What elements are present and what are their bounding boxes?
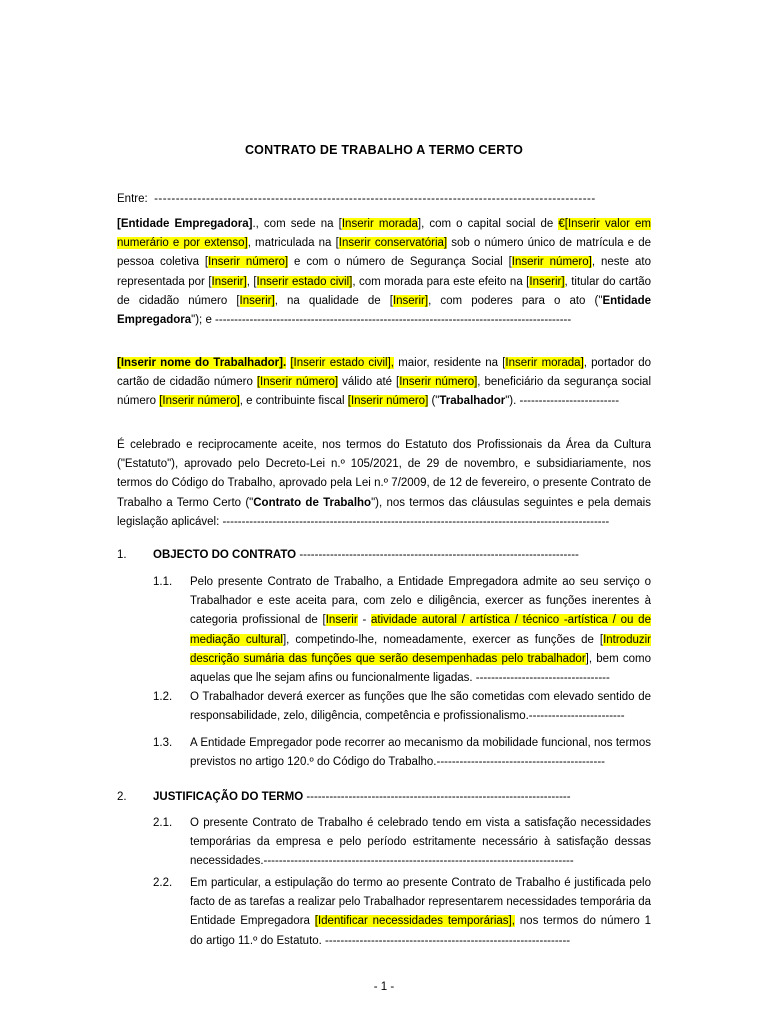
employer-text: , neste ato representada por [	[117, 256, 651, 288]
employer-paragraph	[117, 215, 651, 330]
employer-text: , titular do cartão de cidadão número [	[117, 275, 651, 307]
employer-text: , [	[246, 275, 257, 288]
intro-text: "), nos termos das cláusulas seguintes e pela demais legislação aplicável: -----------------------------------------------------------------------------------------------------	[117, 496, 651, 528]
worker-text: , portador do cartão de cidadão número	[117, 357, 651, 389]
defined-term-trabalhador: Trabalhador	[439, 395, 506, 408]
clause-1-2-number: 1.2.	[153, 691, 173, 703]
placeholder-estado-civil-trabalhador[interactable]: [Inserir estado civil],	[290, 357, 394, 369]
worker-text: maior, residente na [	[394, 357, 506, 369]
defined-term-entidade: Entidade Empregadora	[117, 294, 651, 327]
clause-1-1-number: 1.1.	[153, 576, 173, 588]
placeholder-nif[interactable]: [Inserir número]	[347, 395, 429, 408]
section-2-heading	[153, 788, 651, 807]
placeholder-morada-representante[interactable]: Inserir]	[529, 275, 565, 288]
clause-1-2: O Trabalhador deverá exercer as funções que lhe são cometidas com elevado sentido de responsabilidade, zelo, diligência, competência e profissionalismo.-------------------------	[190, 691, 651, 723]
placeholder-morada[interactable]: Inserir morada	[341, 218, 418, 230]
placeholder-qualidade[interactable]: Inserir]	[392, 294, 429, 307]
placeholder-funcoes[interactable]: Introduzir descrição sumária das funções que serão desempenhadas pelo trabalhador	[190, 633, 651, 665]
worker-text: , e contribuinte fiscal	[239, 395, 348, 408]
placeholder-atividade[interactable]: atividade autoral / artística / técnico -artística / ou de mediação cultural	[190, 614, 651, 646]
employer-text: , matriculada na [	[247, 237, 339, 250]
intro-text: É celebrado e reciprocamente aceite, nos termos do Estatuto dos Profissionais da Área da Cultura ("Estatuto"), aprovado pelo Decreto-Lei n.º 105/2021, de 29 de novembro, e subsidiariamente, nos termos do Código do Trabalho, aprovado pela Lei n.º 7/2009, de 12 de fevereiro, o presente Contrato de Trabalho a Termo Certo ("	[117, 439, 651, 509]
section-2-dashes: ---------------------------------------------------------------------	[303, 791, 571, 803]
section-2-title: JUSTIFICAÇÃO DO TERMO	[153, 791, 304, 803]
placeholder-necessidades[interactable]: [Identificar necessidades temporárias],	[314, 915, 515, 928]
clause-2-1: O presente Contrato de Trabalho é celebrado tendo em vista a satisfação necessidades temporárias da empresa e pelo período estritamente necessário à satisfação dessas necessidades.---------------------------------------------------------------------------------	[190, 817, 651, 868]
clause-text: Pelo presente Contrato de Trabalho, a Entidade Empregadora admite ao seu serviço o Trabalhador e este aceita para, com zelo e diligência, exercer as funções inerentes à categoria profissional de [	[190, 576, 651, 627]
placeholder-numero-cc[interactable]: [Inserir número]	[256, 376, 339, 389]
worker-text: ("	[428, 395, 440, 408]
employer-text: , com poderes para o ato ("	[428, 294, 603, 307]
employer-text: ], com o capital social de	[417, 218, 559, 230]
document-title: CONTRATO DE TRABALHO A TERMO CERTO	[244, 143, 524, 157]
placeholder-numero-ss[interactable]: [Inserir número]	[159, 395, 240, 408]
placeholder-nipc[interactable]: Inserir número]	[208, 256, 289, 269]
placeholder-seguranca-social[interactable]: Inserir número]	[511, 256, 592, 269]
worker-paragraph	[117, 354, 651, 412]
intro-paragraph	[117, 436, 651, 532]
employer-text: , com morada para este efeito na [	[352, 275, 530, 288]
employer-text: e com o número de Segurança Social [	[288, 256, 512, 269]
clause-1-3: A Entidade Empregador pode recorrer ao mecanismo da mobilidade funcional, nos termos previstos no artigo 120.º do Código do Trabalho.--------------------------------------------	[190, 737, 651, 769]
employer-text: "); e ---------------------------------------------------------------------------------------------	[191, 314, 572, 327]
section-1-heading	[153, 546, 651, 565]
defined-term-contrato: Contrato de Trabalho	[253, 496, 372, 509]
worker-text: válido até [	[338, 376, 400, 389]
worker-text: , beneficiário da segurança social número	[117, 376, 651, 408]
placeholder-validade-cc[interactable]: Inserir número]	[399, 376, 478, 389]
placeholder-nome-trabalhador[interactable]: [Inserir nome do Trabalhador].	[117, 357, 287, 369]
clause-text: ], competindo-lhe, nomeadamente, exercer as funções de [	[282, 633, 604, 646]
placeholder-estado-civil[interactable]: Inserir estado civil]	[256, 275, 353, 288]
entre-label: Entre:	[117, 193, 148, 205]
clause-2-2	[190, 874, 651, 951]
employer-text: , na qualidade de [	[274, 294, 393, 307]
employer-name: [Entidade Empregadora]	[117, 218, 253, 230]
placeholder-categoria[interactable]: Inserir	[325, 614, 358, 627]
clause-text: nos termos do número 1 do artigo 11.º do Estatuto. ----------------------------------------------------------------	[190, 915, 652, 947]
section-2-number: 2.	[117, 791, 127, 803]
employer-text: ., com sede na [	[252, 218, 342, 230]
clause-text: ], bem como aquelas que lhe sejam afins ou funcionalmente ligadas. -----------------------------------	[190, 652, 651, 685]
entre-line	[117, 190, 651, 209]
section-1-dashes: -------------------------------------------------------------------------	[296, 549, 579, 561]
clause-2-2-number: 2.2.	[153, 877, 173, 889]
worker-text: "). --------------------------	[505, 395, 620, 408]
placeholder-morada-trabalhador[interactable]: Inserir morada]	[505, 357, 584, 369]
placeholder-conservatoria[interactable]: Inserir conservatória]	[338, 237, 448, 250]
clause-2-1-number: 2.1.	[153, 817, 173, 829]
page-number: - 1 -	[373, 981, 395, 993]
placeholder-cartao-cidadao[interactable]: Inserir]	[239, 294, 275, 307]
clause-1-1	[190, 573, 651, 688]
section-1-title: OBJECTO DO CONTRATO	[153, 549, 297, 561]
clause-text: Em particular, a estipulação do termo ao presente Contrato de Trabalho é justificada pelo facto de as tarefas a realizar pelo Trabalhador representarem necessidades temporária da Entidade Empregadora	[190, 877, 651, 928]
entre-dashes: ------------------------------------------------------------------------------------------------------	[154, 193, 596, 205]
clause-1-3-number: 1.3.	[153, 737, 173, 749]
employer-text: sob o número único de matrícula e de pessoa coletiva [	[117, 237, 651, 269]
clause-text: -	[357, 614, 372, 627]
placeholder-representante[interactable]: Inserir]	[211, 275, 247, 288]
section-1-number: 1.	[117, 549, 127, 561]
placeholder-capital[interactable]: €[Inserir valor em numerário e por extenso]	[117, 218, 651, 250]
